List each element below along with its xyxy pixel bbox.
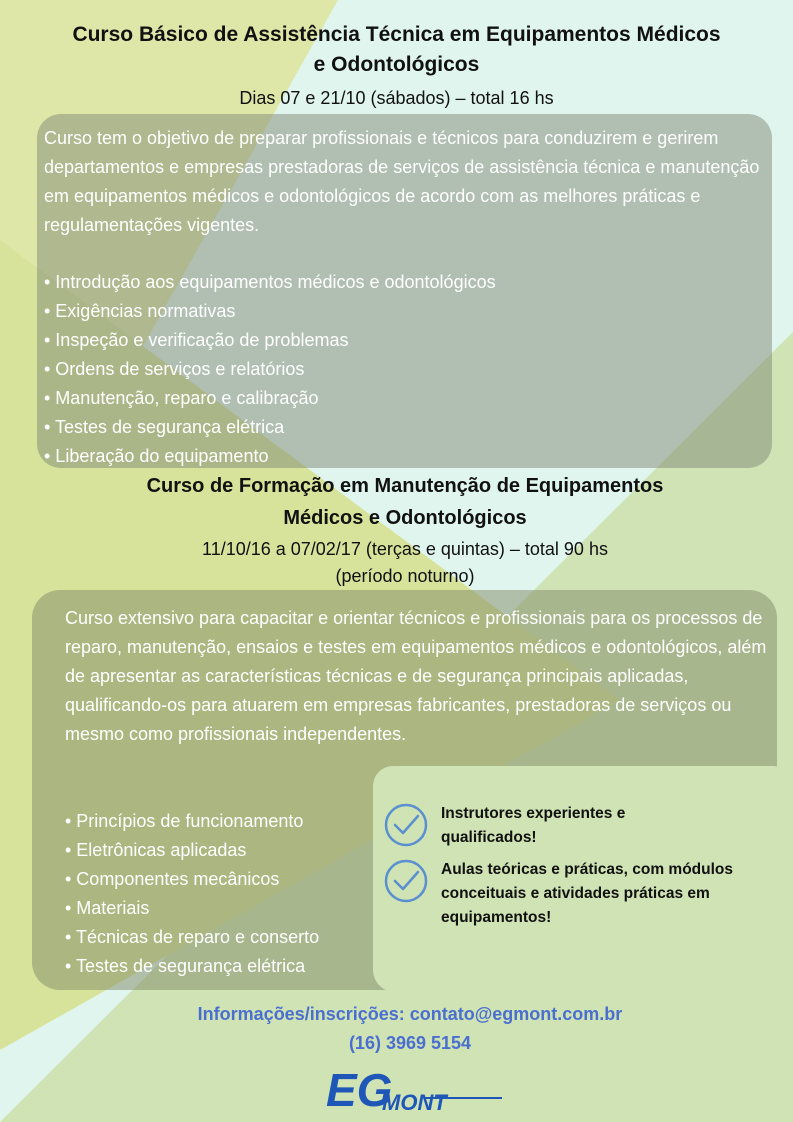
- list-item: • Ordens de serviços e relatórios: [44, 359, 305, 379]
- egmont-logo: [324, 1062, 504, 1114]
- contact-info: Informações/inscrições: contato@egmont.com.br: [197, 1004, 623, 1024]
- logo-eg: EG: [326, 1064, 393, 1114]
- course1-title-line2: e Odontológicos: [313, 53, 480, 76]
- feature-item: [383, 802, 783, 850]
- feature-text: Instrutores experientes e qualificados!: [441, 805, 626, 846]
- contact-phone: (16) 3969 5154: [348, 1033, 472, 1053]
- course2-title: [40, 470, 770, 534]
- course1-topic-list: [44, 268, 744, 471]
- check-circle-icon: [383, 802, 429, 848]
- feature-item: [383, 858, 783, 930]
- list-item: • Componentes mecânicos: [65, 869, 280, 889]
- contact-block: [0, 1000, 793, 1058]
- list-item: • Princípios de funcionamento: [65, 811, 304, 831]
- course2-description: Curso extensivo para capacitar e orientar técnicos e profissionais para os processos de reparo, manutenção, ensaios e testes em equipamentos médicos e odontológicos, além de apresentar as características técnicas e de segurança principais aplicadas, qualificando-os para atuarem em empresas fabricantes, prestadoras de serviços ou mesmo como profissionais independentes.: [65, 608, 767, 744]
- list-item: • Exigências normativas: [44, 301, 236, 321]
- list-item: • Manutenção, reparo e calibração: [44, 388, 319, 408]
- list-item: • Inspeção e verificação de problemas: [44, 330, 349, 350]
- course2-period: (período noturno): [335, 566, 475, 586]
- list-item: • Técnicas de reparo e conserto: [65, 927, 320, 947]
- list-item: • Introdução aos equipamentos médicos e odontológicos: [44, 272, 496, 292]
- course1-title: [0, 20, 793, 80]
- feature-text: Aulas teóricas e práticas, com módulos conceituais e atividades práticas em equipamentos!: [441, 861, 734, 926]
- course1-description: Curso tem o objetivo de preparar profissionais e técnicos para conduzirem e gerirem departamentos e empresas prestadoras de serviços de assistência técnica e manutenção em equipamentos médicos e odontológicos de acordo com as melhores práticas e regulamentações vigentes.: [44, 128, 760, 235]
- list-item: • Testes de segurança elétrica: [44, 417, 285, 437]
- course2-dates: 11/10/16 a 07/02/17 (terças e quintas) – total 90 hs: [202, 539, 608, 559]
- list-item: • Eletrônicas aplicadas: [65, 840, 247, 860]
- course1-title-line1: Curso Básico de Assistência Técnica em Equipamentos Médicos: [72, 23, 721, 46]
- course2-topic-list: [65, 807, 385, 981]
- course2-title-line1: Curso de Formação em Manutenção de Equipamentos: [146, 475, 664, 497]
- list-item: • Materiais: [65, 898, 150, 918]
- list-item: • Testes de segurança elétrica: [65, 956, 306, 976]
- check-circle-icon: [383, 858, 429, 904]
- list-item: • Liberação do equipamento: [44, 446, 269, 466]
- course1-dates: Dias 07 e 21/10 (sábados) – total 16 hs: [239, 88, 554, 108]
- logo-mont: MONT: [382, 1090, 447, 1114]
- course2-schedule: [0, 536, 793, 590]
- course2-title-line2: Médicos e Odontológicos: [283, 507, 527, 529]
